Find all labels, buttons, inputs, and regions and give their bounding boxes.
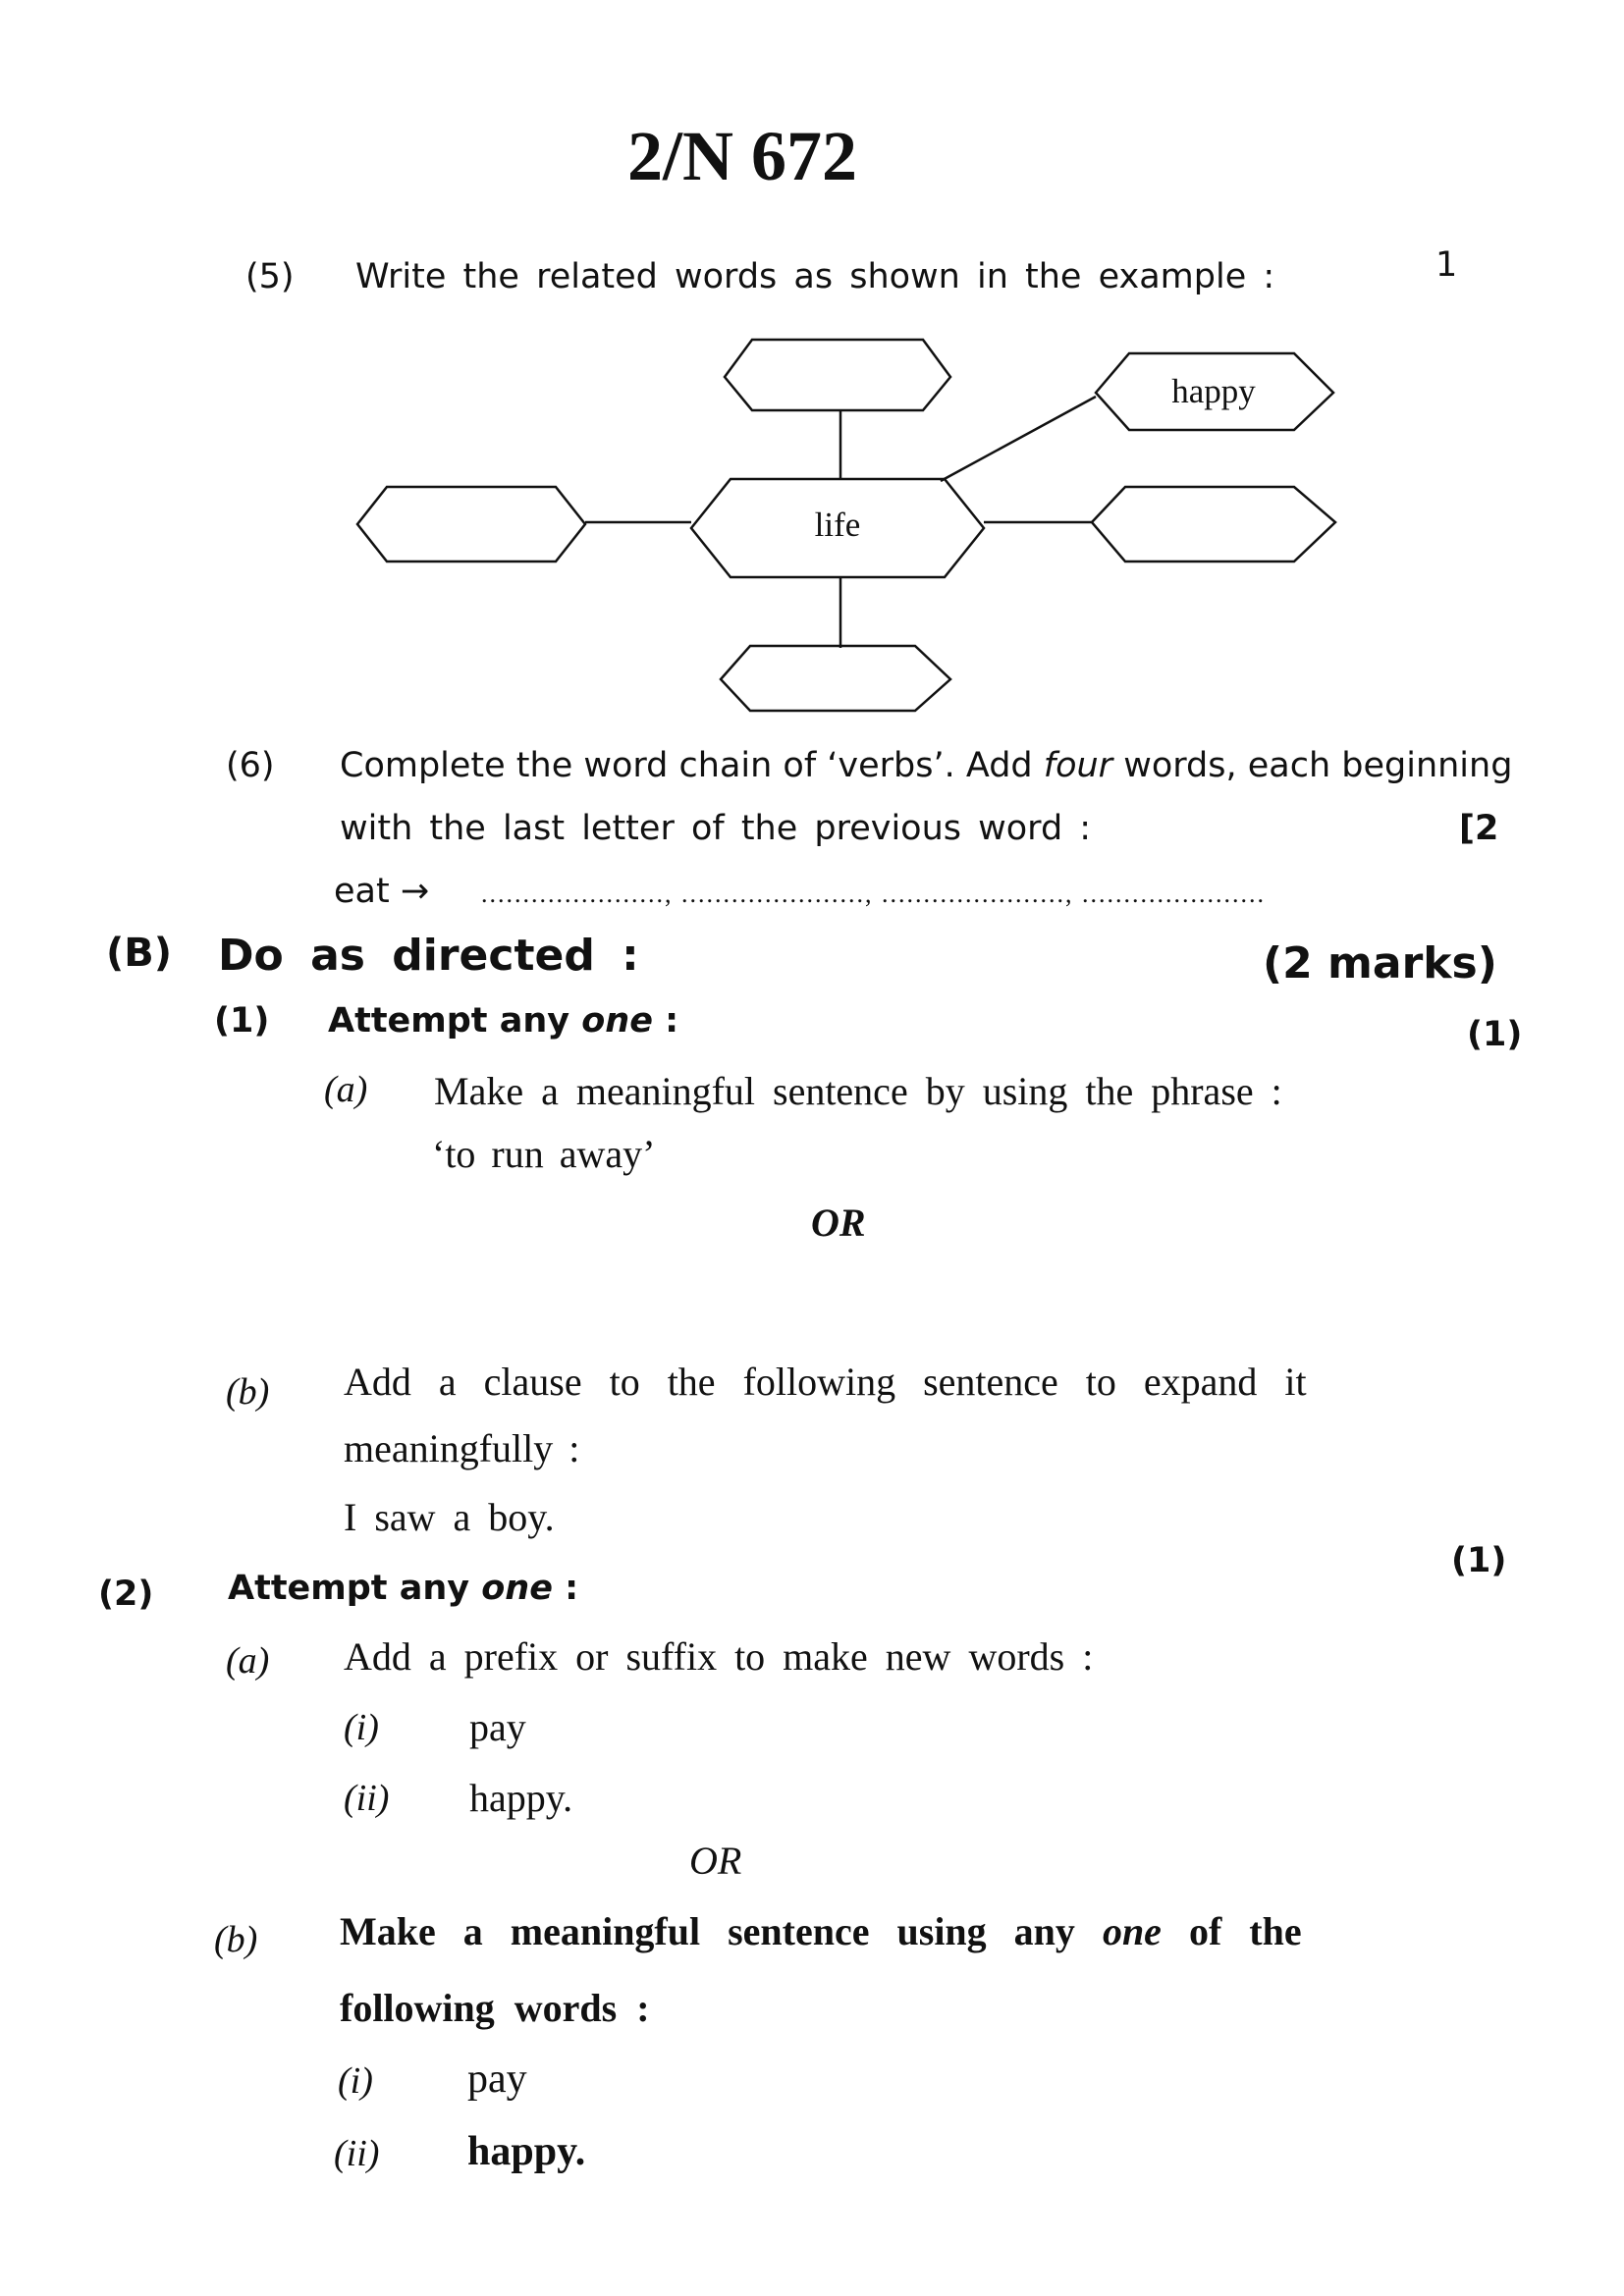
b2b-label: (b) xyxy=(214,1919,258,1960)
b2-or: OR xyxy=(689,1839,742,1883)
b2a-item-2-number: (ii) xyxy=(344,1778,390,1819)
b2b-item-2-word: happy. xyxy=(467,2129,586,2174)
q6-instruction-line2: with the last letter of the previous word : xyxy=(340,809,1092,848)
connector-happy xyxy=(941,397,1096,481)
b1b-instruction-line2: meaningfully : xyxy=(344,1426,580,1470)
section-b-title: Do as directed : xyxy=(218,931,639,981)
b1b-label: (b) xyxy=(226,1371,270,1413)
paper-code: 2/N 672 xyxy=(627,117,857,195)
q5-number: (5) xyxy=(245,257,295,296)
b1b-sentence: I saw a boy. xyxy=(344,1495,555,1539)
b2-number: (2) xyxy=(98,1575,154,1614)
section-b-marks: (2 marks) xyxy=(1263,938,1497,988)
q6-emphasis-four: four xyxy=(1043,746,1113,785)
b2a-item-1-word: pay xyxy=(469,1705,526,1749)
b2a-instruction: Add a prefix or suffix to make new words : xyxy=(344,1634,1094,1679)
example-word-happy: happy xyxy=(1171,372,1256,410)
q6-number: (6) xyxy=(226,746,275,785)
b1a-instruction: Make a meaningful sentence by using the phrase : xyxy=(434,1069,1282,1113)
b2b-instruction: Make a meaningful sentence using any one of the xyxy=(340,1909,1302,1953)
b2b-instruction-line2: following words : xyxy=(340,1986,650,2030)
b1-number: (1) xyxy=(214,1001,270,1041)
hexagon-left-blank xyxy=(357,487,585,561)
q5-mark: 1 xyxy=(1435,245,1458,285)
b2b-item-1-number: (i) xyxy=(338,2060,373,2102)
b1b-instruction: Add a clause to the following sentence to expand it xyxy=(344,1360,1307,1404)
b2-heading: Attempt any one : xyxy=(228,1569,579,1608)
b1a-phrase: ‘to run away’ xyxy=(432,1132,656,1176)
b2a-item-2-word: happy. xyxy=(469,1776,573,1820)
b2a-item-1-number: (i) xyxy=(344,1707,379,1748)
q6-mark: [2 xyxy=(1459,809,1499,848)
word-web-diagram xyxy=(344,314,1355,736)
q6-chain-start: eat → xyxy=(334,872,430,911)
hexagon-bottom-blank xyxy=(721,646,950,711)
b1-or: OR xyxy=(811,1201,866,1245)
center-word-life: life xyxy=(814,506,861,544)
b1-heading: Attempt any one : xyxy=(328,1001,679,1041)
b1a-label: (a) xyxy=(324,1069,368,1110)
hexagon-top-blank xyxy=(725,340,950,410)
b2b-item-1-word: pay xyxy=(467,2056,527,2102)
b2b-item-2-number: (ii) xyxy=(334,2133,380,2174)
q6-answer-blanks: ......................, ......................, ......................, ...................... xyxy=(481,880,1266,908)
hexagon-right-blank xyxy=(1092,487,1335,561)
b1-mark: (1) xyxy=(1467,1015,1523,1054)
q5-instruction: Write the related words as shown in the example : xyxy=(355,257,1275,296)
b2a-label: (a) xyxy=(226,1640,270,1682)
section-b-label: (B) xyxy=(106,931,173,976)
b2-mark: (1) xyxy=(1451,1541,1507,1580)
q6-instruction-line1: Complete the word chain of ‘verbs’. Add four words, each beginning xyxy=(340,746,1513,785)
